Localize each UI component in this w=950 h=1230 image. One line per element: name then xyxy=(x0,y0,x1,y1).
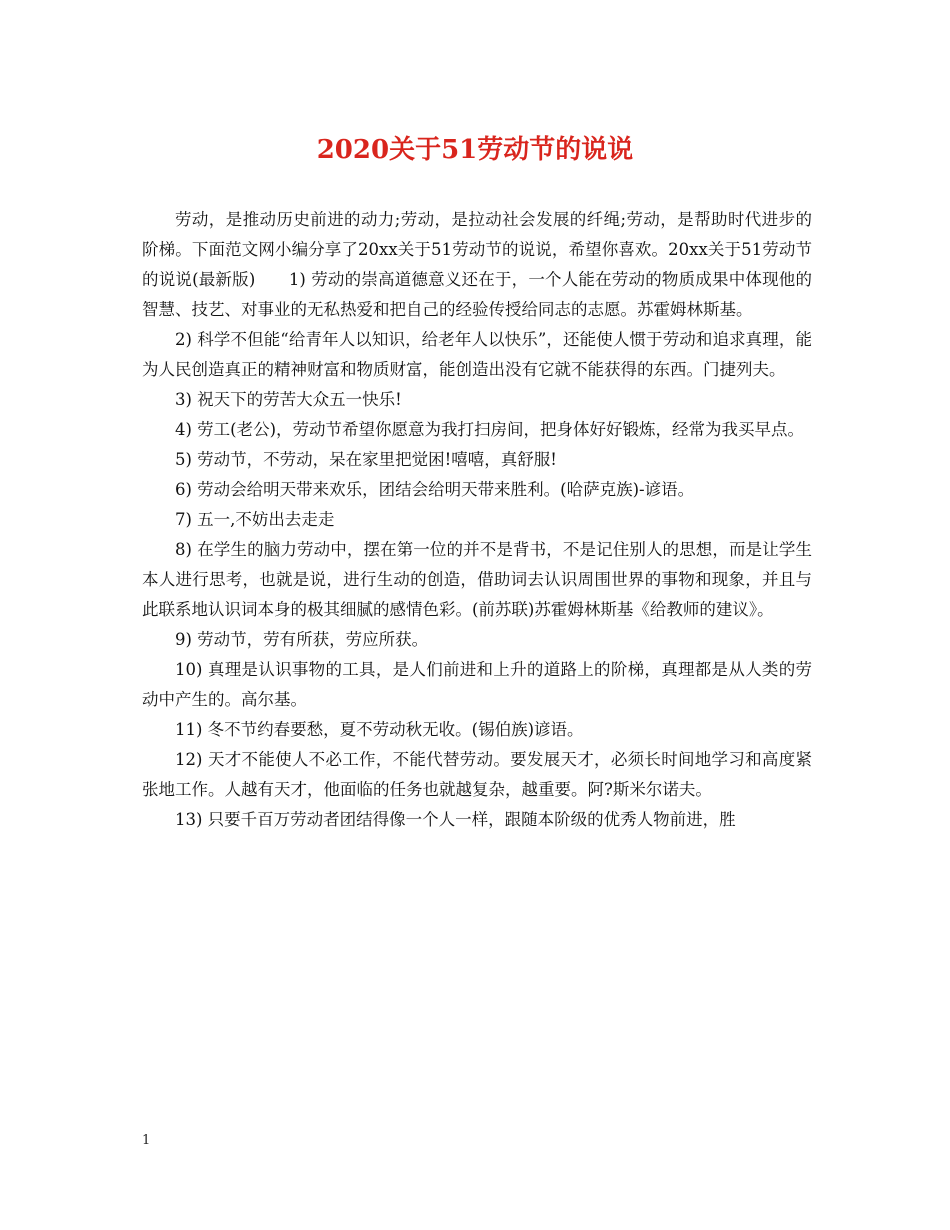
paragraph-item-8: 8) 在学生的脑力劳动中，摆在第一位的并不是背书，不是记住别人的思想，而是让学生本人进行思考，也就是说，进行生动的创造，借助词去认识周围世界的事物和现象，并且与此联系地认识词本身的极其细腻的感情色彩。(前苏联)苏霍姆林斯基《给教师的建议》。 xyxy=(142,540,812,619)
paragraph-item-5: 5) 劳动节，不劳动，呆在家里把觉困!嘻嘻，真舒服! xyxy=(175,450,557,469)
paragraph-intro: 劳动，是推动历史前进的动力;劳动，是拉动社会发展的纤绳;劳动，是帮助时代进步的阶梯。下面范文网小编分享了20xx关于51劳动节的说说，希望你喜欢。20xx关于51劳动节的说说(最新版) 1) 劳动的崇高道德意义还在于，一个人能在劳动的物质成果中体现他的智慧、技艺、对事业的无私热爱和把自己的经验传授给同志的志愿。苏霍姆林斯基。 xyxy=(142,210,812,319)
paragraph-item-4: 4) 劳工(老公)，劳动节希望你愿意为我打扫房间，把身体好好锻炼，经常为我买早点。 xyxy=(175,420,805,439)
paragraph-item-2: 2) 科学不但能“给青年人以知识，给老年人以快乐”，还能使人惯于劳动和追求真理，能为人民创造真正的精神财富和物质财富，能创造出没有它就不能获得的东西。门捷列夫。 xyxy=(142,330,812,379)
paragraph-item-13: 13) 只要千百万劳动者团结得像一个人一样，跟随本阶级的优秀人物前进，胜 xyxy=(175,810,736,829)
paragraph-item-12: 12) 天才不能使人不必工作，不能代替劳动。要发展天才，必须长时间地学习和高度紧张地工作。人越有天才，他面临的任务也就越复杂，越重要。阿?斯米尔诺夫。 xyxy=(142,750,812,799)
paragraph-item-10: 10) 真理是认识事物的工具，是人们前进和上升的道路上的阶梯，真理都是从人类的劳动中产生的。高尔基。 xyxy=(142,660,812,709)
paragraph-item-7: 7) 五一,不妨出去走走 xyxy=(175,510,335,529)
document-title: 2020关于51劳动节的说说 xyxy=(316,135,634,165)
paragraph-item-3: 3) 祝天下的劳苦大众五一快乐! xyxy=(175,390,402,409)
page-number: 1 xyxy=(142,1133,151,1148)
document-body xyxy=(142,205,812,835)
paragraph-item-9: 9) 劳动节，劳有所获，劳应所获。 xyxy=(175,630,429,649)
paragraph-item-6: 6) 劳动会给明天带来欢乐，团结会给明天带来胜利。(哈萨克族)-谚语。 xyxy=(175,480,695,499)
paragraph-item-11: 11) 冬不节约春要愁，夏不劳动秋无收。(锡伯族)谚语。 xyxy=(175,720,584,739)
